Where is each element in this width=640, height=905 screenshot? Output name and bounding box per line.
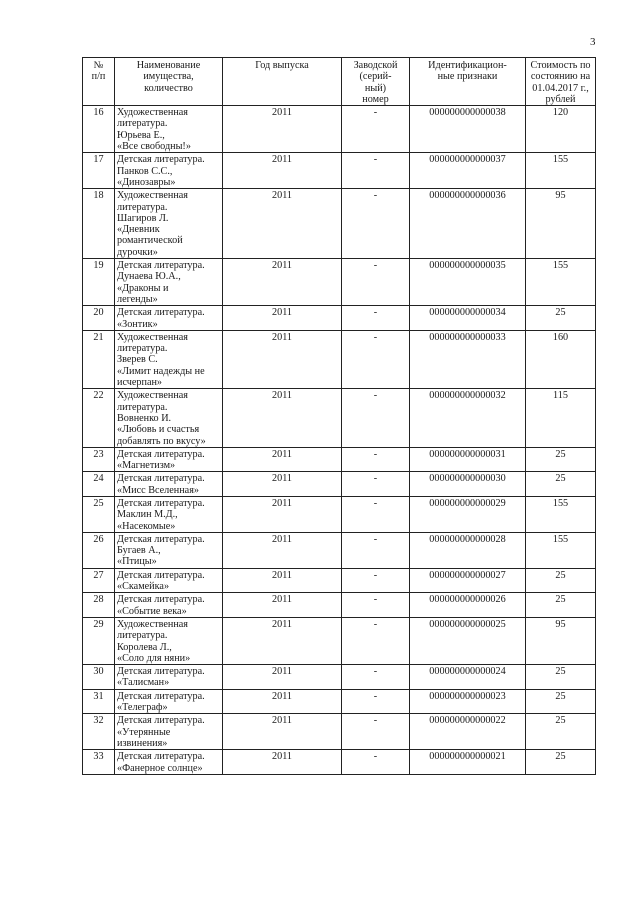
cell-serial: -	[342, 593, 410, 618]
cell-serial: -	[342, 496, 410, 532]
cell-ident: 000000000000036	[410, 189, 526, 259]
cell-serial: -	[342, 447, 410, 472]
cell-serial: -	[342, 665, 410, 690]
cell-serial: -	[342, 714, 410, 750]
cell-ident: 000000000000035	[410, 259, 526, 306]
cell-cost: 25	[526, 568, 596, 593]
cell-name: Детская литература. Маклин М.Д., «Насекомые»	[115, 496, 223, 532]
table-row	[83, 153, 596, 189]
cell-cost: 25	[526, 714, 596, 750]
cell-name: Детская литература. «Телеграф»	[115, 689, 223, 714]
header-ident: Идентификацион- ные признаки	[410, 58, 526, 106]
table-row	[83, 568, 596, 593]
cell-number: 27	[83, 568, 115, 593]
cell-number: 32	[83, 714, 115, 750]
cell-number: 31	[83, 689, 115, 714]
cell-cost: 25	[526, 665, 596, 690]
table-row	[83, 389, 596, 447]
cell-ident: 000000000000022	[410, 714, 526, 750]
cell-ident: 000000000000023	[410, 689, 526, 714]
cell-number: 28	[83, 593, 115, 618]
cell-ident: 000000000000037	[410, 153, 526, 189]
cell-year: 2011	[223, 532, 342, 568]
cell-cost: 155	[526, 259, 596, 306]
cell-year: 2011	[223, 189, 342, 259]
cell-cost: 95	[526, 189, 596, 259]
cell-year: 2011	[223, 617, 342, 664]
cell-serial: -	[342, 153, 410, 189]
cell-ident: 000000000000029	[410, 496, 526, 532]
cell-year: 2011	[223, 568, 342, 593]
cell-cost: 95	[526, 617, 596, 664]
table-row	[83, 665, 596, 690]
cell-name: Детская литература. «Событие века»	[115, 593, 223, 618]
cell-number: 30	[83, 665, 115, 690]
cell-number: 16	[83, 106, 115, 153]
cell-name: Детская литература. «Талисман»	[115, 665, 223, 690]
cell-name: Художественная литература. Юрьева Е., «Все свободны!»	[115, 106, 223, 153]
cell-name: Детская литература. «Утерянные извинения»	[115, 714, 223, 750]
cell-serial: -	[342, 106, 410, 153]
cell-name: Художественная литература. Вовненко И. «Любовь и счастья добавлять по вкусу»	[115, 389, 223, 447]
cell-cost: 25	[526, 306, 596, 331]
header-year: Год выпуска	[223, 58, 342, 106]
cell-serial: -	[342, 259, 410, 306]
cell-cost: 25	[526, 750, 596, 775]
cell-year: 2011	[223, 750, 342, 775]
cell-serial: -	[342, 189, 410, 259]
cell-cost: 155	[526, 153, 596, 189]
cell-year: 2011	[223, 447, 342, 472]
cell-name: Детская литература. Бугаев А., «Птицы»	[115, 532, 223, 568]
cell-cost: 155	[526, 496, 596, 532]
cell-number: 17	[83, 153, 115, 189]
cell-number: 25	[83, 496, 115, 532]
cell-year: 2011	[223, 665, 342, 690]
property-table	[82, 57, 596, 775]
cell-year: 2011	[223, 153, 342, 189]
cell-name: Детская литература. «Мисс Вселенная»	[115, 472, 223, 497]
cell-ident: 000000000000031	[410, 447, 526, 472]
table-body	[83, 106, 596, 775]
cell-ident: 000000000000038	[410, 106, 526, 153]
cell-year: 2011	[223, 593, 342, 618]
cell-ident: 000000000000028	[410, 532, 526, 568]
header-no: № п/п	[83, 58, 115, 106]
cell-number: 29	[83, 617, 115, 664]
cell-ident: 000000000000027	[410, 568, 526, 593]
cell-name: Художественная литература. Королева Л., «Соло для няни»	[115, 617, 223, 664]
cell-serial: -	[342, 750, 410, 775]
header-cost: Стоимость по состоянию на 01.04.2017 г., рублей	[526, 58, 596, 106]
header-name: Наименование имущества, количество	[115, 58, 223, 106]
table-row	[83, 106, 596, 153]
cell-cost: 115	[526, 389, 596, 447]
table-header-row	[83, 58, 596, 106]
cell-cost: 160	[526, 330, 596, 388]
cell-serial: -	[342, 532, 410, 568]
cell-ident: 000000000000026	[410, 593, 526, 618]
table-row	[83, 306, 596, 331]
cell-serial: -	[342, 617, 410, 664]
cell-year: 2011	[223, 689, 342, 714]
table-row	[83, 472, 596, 497]
table-row	[83, 532, 596, 568]
table-row	[83, 447, 596, 472]
cell-serial: -	[342, 389, 410, 447]
cell-name: Художественная литература. Зверев С. «Лимит надежды не исчерпан»	[115, 330, 223, 388]
cell-number: 24	[83, 472, 115, 497]
cell-number: 26	[83, 532, 115, 568]
cell-name: Детская литература. «Фанерное солнце»	[115, 750, 223, 775]
cell-number: 33	[83, 750, 115, 775]
table-row	[83, 330, 596, 388]
cell-name: Детская литература. Дунаева Ю.А., «Драконы и легенды»	[115, 259, 223, 306]
table-row	[83, 689, 596, 714]
cell-year: 2011	[223, 306, 342, 331]
cell-ident: 000000000000021	[410, 750, 526, 775]
cell-cost: 25	[526, 689, 596, 714]
cell-ident: 000000000000025	[410, 617, 526, 664]
table-row	[83, 496, 596, 532]
cell-name: Детская литература. «Магнетизм»	[115, 447, 223, 472]
table-row	[83, 714, 596, 750]
table-row	[83, 593, 596, 618]
table-row	[83, 617, 596, 664]
page-number: 3	[590, 36, 596, 48]
cell-ident: 000000000000024	[410, 665, 526, 690]
cell-ident: 000000000000033	[410, 330, 526, 388]
table-row	[83, 259, 596, 306]
cell-ident: 000000000000034	[410, 306, 526, 331]
cell-serial: -	[342, 330, 410, 388]
cell-number: 21	[83, 330, 115, 388]
cell-name: Художественная литература. Шагиров Л. «Дневник романтической дурочки»	[115, 189, 223, 259]
table-row	[83, 750, 596, 775]
cell-year: 2011	[223, 106, 342, 153]
cell-number: 18	[83, 189, 115, 259]
cell-number: 20	[83, 306, 115, 331]
cell-cost: 25	[526, 447, 596, 472]
cell-serial: -	[342, 306, 410, 331]
cell-serial: -	[342, 689, 410, 714]
cell-year: 2011	[223, 714, 342, 750]
cell-cost: 120	[526, 106, 596, 153]
cell-number: 23	[83, 447, 115, 472]
cell-ident: 000000000000030	[410, 472, 526, 497]
cell-name: Детская литература. Панков С.С., «Динозавры»	[115, 153, 223, 189]
header-serial: Заводской (серий- ный) номер	[342, 58, 410, 106]
cell-serial: -	[342, 568, 410, 593]
table-row	[83, 189, 596, 259]
cell-number: 19	[83, 259, 115, 306]
cell-name: Детская литература. «Скамейка»	[115, 568, 223, 593]
cell-year: 2011	[223, 330, 342, 388]
cell-year: 2011	[223, 389, 342, 447]
cell-serial: -	[342, 472, 410, 497]
cell-cost: 25	[526, 593, 596, 618]
cell-ident: 000000000000032	[410, 389, 526, 447]
cell-number: 22	[83, 389, 115, 447]
cell-year: 2011	[223, 496, 342, 532]
cell-cost: 155	[526, 532, 596, 568]
cell-name: Детская литература. «Зонтик»	[115, 306, 223, 331]
cell-cost: 25	[526, 472, 596, 497]
cell-year: 2011	[223, 259, 342, 306]
cell-year: 2011	[223, 472, 342, 497]
